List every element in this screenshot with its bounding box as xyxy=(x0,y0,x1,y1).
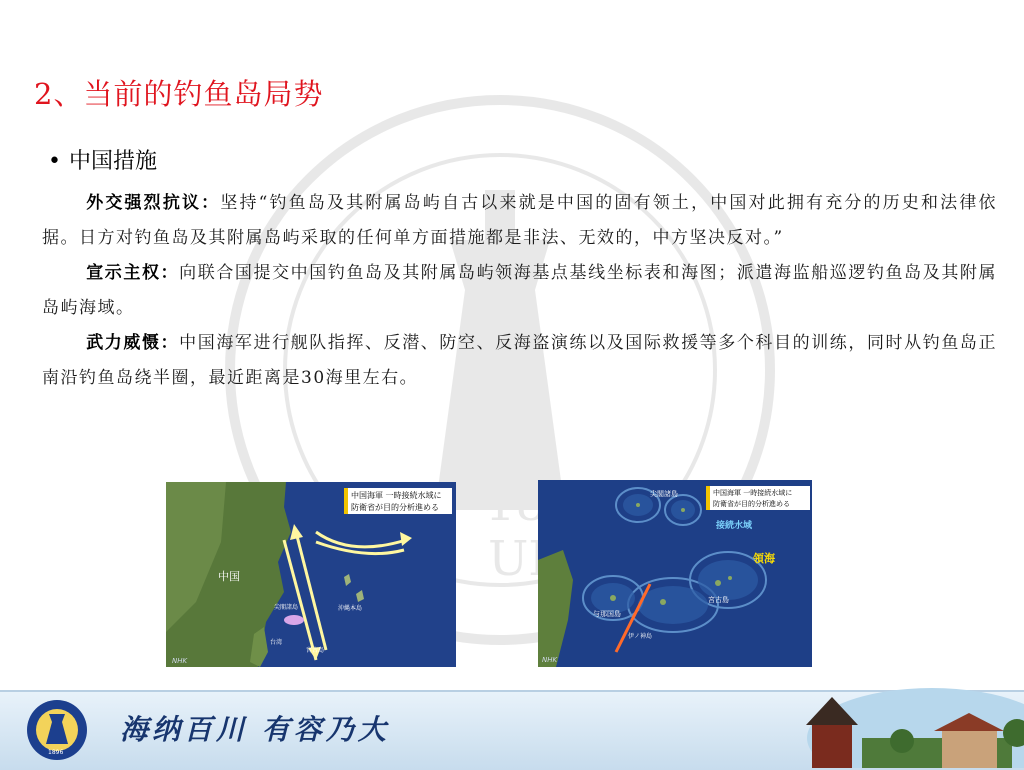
paragraph-text: 坚持“钓鱼岛及其附属岛屿自古以来就是中国的固有领土，中国对此拥有充分的历史和法律依据。日方对钓鱼岛及其附属岛屿采取的任何单方面措施都是非法、无效的，中方坚决反对。” xyxy=(42,193,997,248)
paragraph-military-deterrence xyxy=(42,326,997,396)
map-image-navy-route xyxy=(166,482,456,667)
map-image-contiguous-zone xyxy=(538,480,812,667)
bullet-text: 中国措施 xyxy=(68,149,157,174)
logo-year: 1896 xyxy=(48,749,64,756)
paragraph-lead: 外交强烈抗议： xyxy=(86,193,221,213)
map-caption-line2: 防衛省が目的分析進める xyxy=(351,503,439,512)
campus-building-image xyxy=(802,683,1024,768)
paragraph-diplomatic-protest xyxy=(42,186,997,256)
svg-text:UN: UN xyxy=(488,531,571,587)
paragraph-lead: 武力威慑： xyxy=(86,333,180,353)
paragraph-sovereignty xyxy=(42,256,997,326)
svg-text:189: 189 xyxy=(485,476,577,532)
paragraph-lead: 宣示主权： xyxy=(86,263,180,283)
map-label-miyako: 宮古島 xyxy=(306,647,325,654)
map-label-irabu: 伊ノ神島 xyxy=(628,633,653,640)
map-label-yonaguni: 与那国島 xyxy=(593,610,621,618)
nhk-watermark: NHK xyxy=(172,657,188,665)
map-label-territorial-sea: 領海 xyxy=(753,552,775,565)
map-caption-line1: 中国海軍 一時接続水域に xyxy=(713,489,793,497)
university-logo-icon xyxy=(16,698,98,762)
footer-slogan: 海纳百川 有容乃大 xyxy=(120,713,390,746)
map-label-okinawa: 沖縄本島 xyxy=(338,605,363,612)
slide-title: 2、当前的钓鱼岛局势 xyxy=(34,77,324,111)
bullet-heading xyxy=(48,144,157,175)
map-label-contiguous-zone: 接続水域 xyxy=(716,521,753,531)
paragraph-text: 中国海军进行舰队指挥、反潜、防空、反海盗演练以及国际救援等多个科目的训练，同时从钓鱼岛正南沿钓鱼岛绕半圈，最近距离是30海里左右。 xyxy=(42,333,998,388)
map-caption-line1: 中国海軍 一時接続水域に xyxy=(351,491,442,500)
map-label-senkaku: 尖閣諸島 xyxy=(274,604,299,611)
nhk-watermark: NHK xyxy=(542,656,558,664)
map-label-miyako: 宮古島 xyxy=(708,596,729,604)
map-label-senkaku: 尖閣諸島 xyxy=(650,490,678,498)
body-text xyxy=(42,186,997,396)
map-caption-line2: 防衛省が目的分析進める xyxy=(713,500,790,508)
bullet-dot: • xyxy=(48,149,61,174)
map-label-china: 中国 xyxy=(218,570,240,583)
map-label-taiwan: 台湾 xyxy=(270,639,283,646)
paragraph-text: 向联合国提交中国钓鱼岛及其附属岛屿领海基点基线坐标表和海图；派遣海监船巡逻钓鱼岛及其附属岛屿海域。 xyxy=(42,263,998,318)
